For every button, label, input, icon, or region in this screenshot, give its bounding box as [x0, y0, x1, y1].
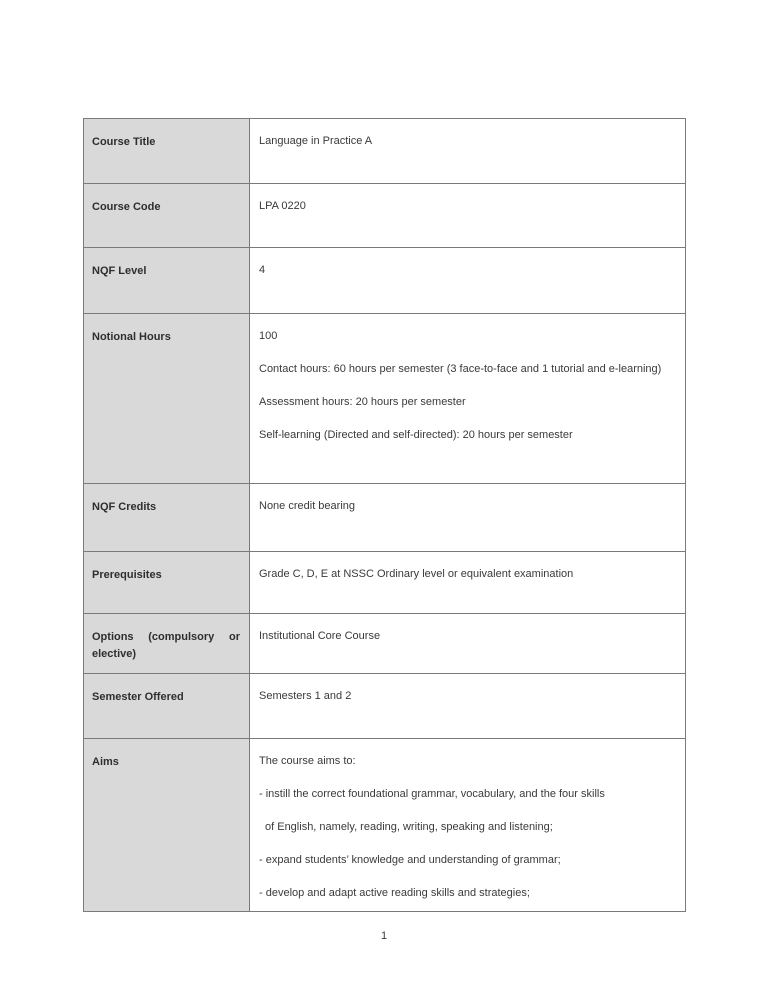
row-value-cell	[250, 184, 685, 247]
paragraph: Grade C, D, E at NSSC Ordinary level or equivalent examination	[259, 568, 574, 580]
paragraph: None credit bearing	[259, 500, 356, 512]
table-row	[84, 738, 685, 911]
table-row	[84, 673, 685, 738]
paragraph: Institutional Core Course	[259, 630, 381, 642]
course-table	[83, 118, 686, 912]
row-value-cell	[250, 552, 685, 613]
paragraph: - develop and adapt active reading skills and strategies;	[259, 887, 530, 899]
page-number: 1	[380, 930, 388, 942]
paragraph: of English, namely, reading, writing, speaking and listening;	[265, 821, 553, 833]
row-value-cell	[250, 674, 685, 738]
row-label-cell	[84, 674, 250, 738]
row-value-cell	[250, 248, 685, 313]
paragraph: Self-learning (Directed and self-directed): 20 hours per semester	[259, 429, 573, 441]
row-value-cell	[250, 119, 685, 183]
row-label-cell	[84, 484, 250, 551]
row-label-cell	[84, 248, 250, 313]
table-row	[84, 183, 685, 247]
paragraph: Assessment hours: 20 hours per semester	[259, 396, 466, 408]
paragraph: The course aims to:	[259, 755, 356, 767]
row-label: Notional Hours	[92, 331, 171, 343]
row-label: Course Code	[92, 201, 161, 213]
paragraph: Language in Practice A	[259, 135, 373, 147]
row-value-cell	[250, 314, 685, 483]
row-value-cell	[250, 484, 685, 551]
row-label-cell	[84, 614, 250, 673]
paragraph: Semesters 1 and 2	[259, 690, 352, 702]
row-label-cell	[84, 184, 250, 247]
row-label-cell	[84, 739, 250, 911]
row-label: Aims	[92, 756, 119, 768]
row-label: Course Title	[92, 136, 156, 148]
paragraph: - instill the correct foundational grammar, vocabulary, and the four skills	[259, 788, 605, 800]
row-label: NQF Credits	[92, 501, 157, 513]
row-label: Options (compulsory or elective)	[92, 631, 240, 660]
paragraph: Contact hours: 60 hours per semester (3 face-to-face and 1 tutorial and e-learning)	[259, 363, 662, 375]
table-row	[84, 247, 685, 313]
row-label-cell	[84, 119, 250, 183]
row-label-cell	[84, 552, 250, 613]
row-value-cell	[250, 614, 685, 673]
paragraph: - expand students’ knowledge and understanding of grammar;	[259, 854, 561, 866]
row-label: Semester Offered	[92, 691, 184, 703]
paragraph: 100	[259, 330, 278, 342]
table-row	[84, 313, 685, 483]
row-label: NQF Level	[92, 265, 147, 277]
table-row	[84, 483, 685, 551]
paragraph: LPA 0220	[259, 200, 306, 212]
table-row	[84, 551, 685, 613]
table-row	[84, 119, 685, 183]
row-label: Prerequisites	[92, 569, 162, 581]
paragraph: 4	[259, 264, 266, 276]
row-value-cell	[250, 739, 685, 911]
row-label-cell	[84, 314, 250, 483]
table-row	[84, 613, 685, 673]
